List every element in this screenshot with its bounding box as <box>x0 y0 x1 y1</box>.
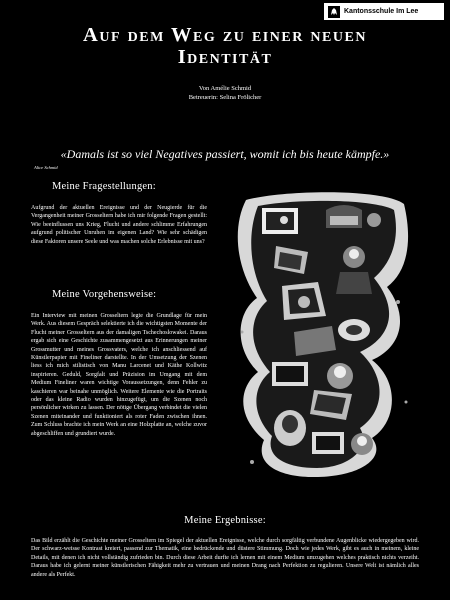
lion-crest-icon <box>328 6 340 18</box>
school-logo <box>324 3 444 20</box>
questions-heading: Meine Fragestellungen: <box>52 181 156 192</box>
approach-heading: Meine Vorgehensweise: <box>52 289 157 300</box>
ink-drawing-artwork <box>222 182 419 490</box>
school-name: Kantonsschule Im Lee <box>344 8 419 15</box>
poster-title-line-2: Identität <box>177 46 273 68</box>
results-text: Das Bild erzählt die Geschichte meiner Grosseltern im Spiegel der aktuellen Ereignisse, welche durch sorgfältig verbundene Augenblicke wiedergegeben wird. Der schwarz-weisse Kontrast kreiert, passend zur Thematik, eine bedrückende und düstere Stimmung. Doch wie jedes Werk, gibt es auch in meinem, kleine Details, mit denen ich nicht vollständig zufrieden bin. Durch diese Arbeit durfte ich lernen mit einem Medium umzugehen welches praktisch nichts verzeiht. Daraus habe ich gelernt meiner künstlerischen Fähigkeit mehr zu vertrauen und meinen Drang nach Perfektion zu regulieren. Unsere Welt ist nämlich alles andere als Perfekt. <box>31 538 419 578</box>
author-name: Von Amélie Schmid <box>198 85 252 92</box>
quote-author: Alice Schmid <box>34 165 58 170</box>
results-heading: Meine Ergebnisse: <box>184 515 266 526</box>
approach-text: Ein Interview mit meinen Grosseltern legte die Grundlage für mein Werk. Aus diesem Gespräch selektierte ich die wichtigsten Momente der Flucht meiner Grosseltern aus der damaligen Tschechoslowakei. Daraus ergab sich eine Geschichte zusammengesetzt aus Erinnerungen meiner Grossmutter und meines Grossvaters, welche ich anschliessend auf Künstlerpapier mit Fineliner darstellte. In der Umsetzung der Szenen liess ich mich stilistisch von Manu Larcenet und Käthe Kollwitz inspirieren. Geduld, Sorgfalt und Präzision im Umgang mit dem Medium Fineliner waren wichtige Voraussetzungen, denn Fehler zu kaschieren war beinahe unmöglich. Weitere Elemente wie die Portraits oder das kleine Radio wurden hinzugefügt, um die Szenen noch persönlicher wirken zu lassen. Der nötige Übergang verbindet die vielen Szenen miteinander und funktioniert als roter Faden zwischen ihnen. Zum Schluss brachte ich mein Werk an eine Holzplatte an, welche zuvor abgeschliffen und grundiert wurde. <box>31 313 207 437</box>
quote: «Damals ist so viel Negatives passiert, womit ich bis heute kämpfe.» <box>60 147 390 161</box>
supervisor-name: Betreuerin: Selina Frölicher <box>188 94 262 101</box>
poster-title <box>0 24 450 68</box>
authors <box>0 84 450 102</box>
questions-text: Aufgrund der aktuellen Ereignisse und der Neugierde für die Vergangenheit meiner Grosseltern habe ich mir folgende Fragen gestellt: Wie beeinflussen uns Krieg, Flucht und andere schlimme Erfahrungen aufgrund politischer Unruhen im eigenen Land? Wie sehr schädigen diese Faktoren unsere Seele und was machen solche Erlebnisse mit uns? <box>31 205 207 245</box>
poster-title-line-1: Auf dem Weg zu einer neuen <box>83 24 367 46</box>
